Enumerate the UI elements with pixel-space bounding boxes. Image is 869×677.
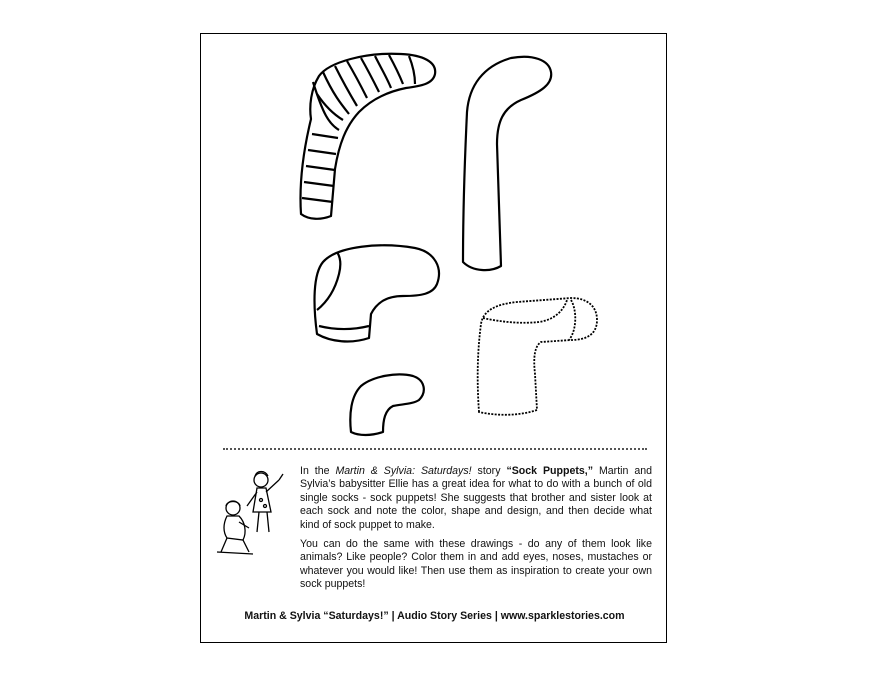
small-sock-icon (350, 374, 423, 435)
long-sock-icon (463, 57, 551, 270)
dotted-divider (223, 448, 647, 450)
sock-drawings (201, 34, 668, 444)
intro-connector: story (471, 465, 507, 477)
kids-illustration-icon (213, 462, 291, 558)
fuzzy-sock-icon (478, 298, 597, 415)
story-title: “Sock Puppets,” (506, 465, 594, 477)
series-title: Martin & Sylvia: Saturdays! (335, 465, 472, 477)
paragraph-intro-rest: Martin and Sylvia’s babysitter Ellie has a great idea for what to do with a bunch of old single socks - sock puppets! She suggests that brother and sister look at each sock and note the color, shape and design, and then decide what kind of sock puppet to make. (300, 465, 653, 531)
paragraph-intro (300, 465, 652, 532)
intro-prefix: In the (300, 465, 336, 477)
activity-page (200, 33, 667, 643)
paragraph-activity: You can do the same with these drawings - do any of them look like animals? Like people? Color them in and add eyes, noses, mustaches or whatever you would like! Then use them as inspiration to create your own sock puppets! (300, 538, 652, 591)
heel-sock-icon (315, 245, 439, 341)
story-description (300, 465, 652, 598)
striped-sock-icon (300, 54, 435, 219)
footer-credit: Martin & Sylvia “Saturdays!” | Audio Story Series | www.sparklestories.com (244, 610, 625, 622)
